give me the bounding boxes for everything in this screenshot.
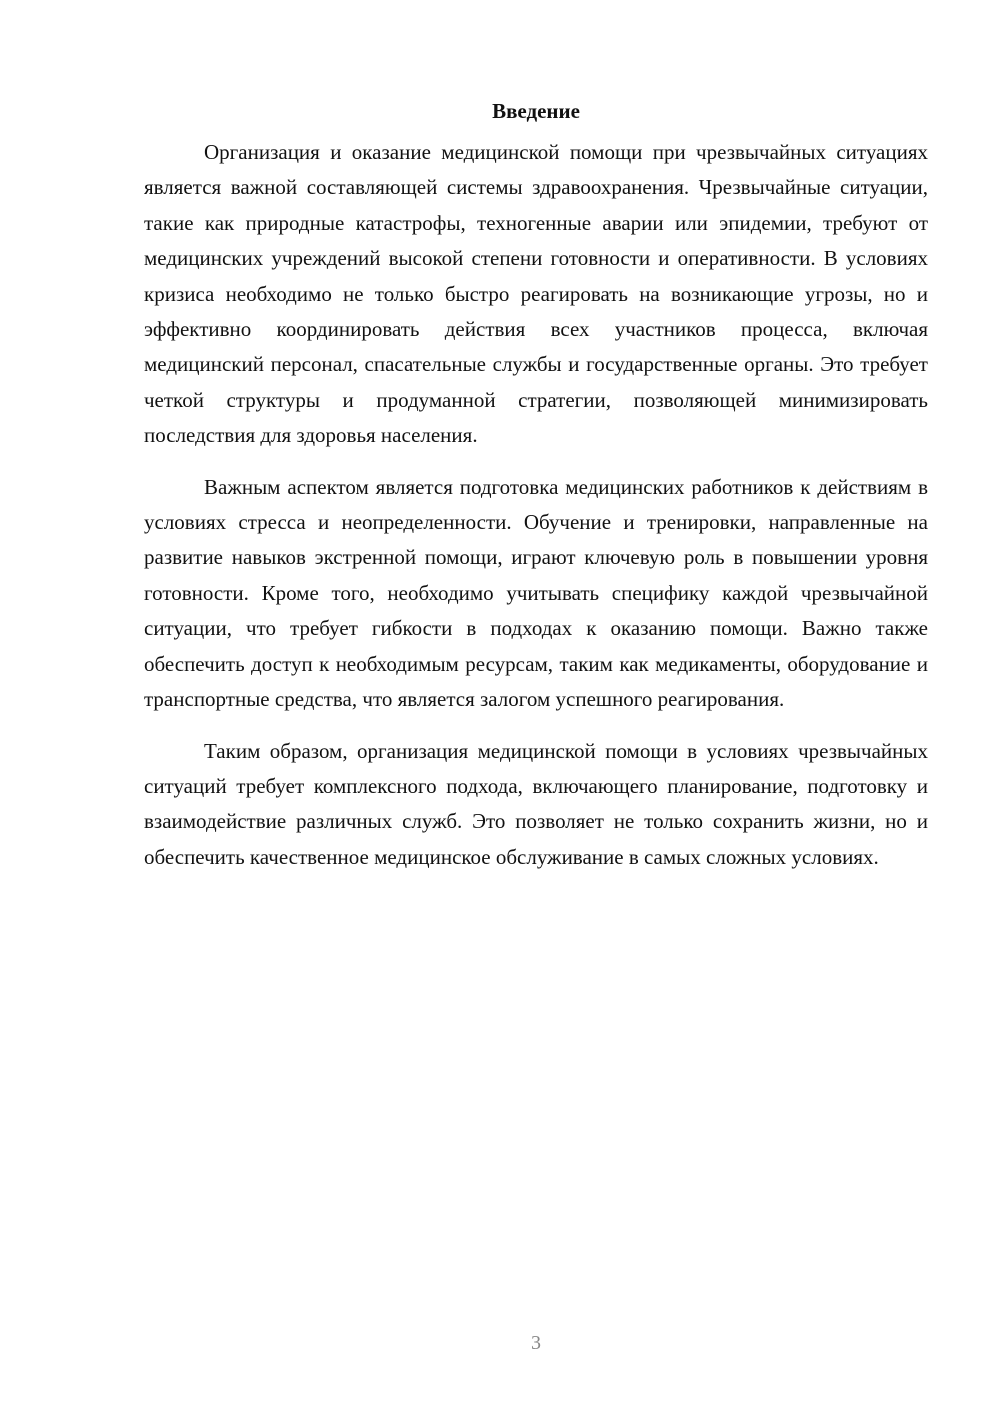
paragraph-1: Организация и оказание медицинской помощи при чрезвычайных ситуациях является важной составляющей системы здравоохранения. Чрезвычайные ситуации, такие как природные катастрофы, техногенные аварии или эпидемии, требуют от медицинских учреждений высокой степени готовности и оперативности. В условиях кризиса необходимо не только быстро реагировать на возникающие угрозы, но и эффективно координировать действия всех участников процесса, включая медицинский персонал, спасательные службы и государственные органы. Это требует четкой структуры и продуманной стратегии, позволяющей минимизировать последствия для здоровья населения. — [144, 140, 928, 448]
document-body — [144, 94, 928, 891]
paragraph-2: Важным аспектом является подготовка медицинских работников к действиям в условиях стресса и неопределенности. Обучение и тренировки, направленные на развитие навыков экстренной помощи, играют ключевую роль в повышении уровня готовности. Кроме того, необходимо учитывать специфику каждой чрезвычайной ситуации, что требует гибкости в подходах к оказанию помощи. Важно также обеспечить доступ к необходимым ресурсам, таким как медикаменты, оборудование и транспортные средства, что является залогом успешного реагирования. — [144, 474, 928, 712]
paragraph-3: Таким образом, организация медицинской помощи в условиях чрезвычайных ситуаций требует комплексного подхода, включающего планирование, подготовку и взаимодействие различных служб. Это позволяет не только сохранить жизни, но и обеспечить качественное медицинское обслуживание в самых сложных условиях. — [144, 738, 928, 869]
section-title: Введение — [492, 99, 580, 123]
page-number: 3 — [531, 1332, 541, 1354]
